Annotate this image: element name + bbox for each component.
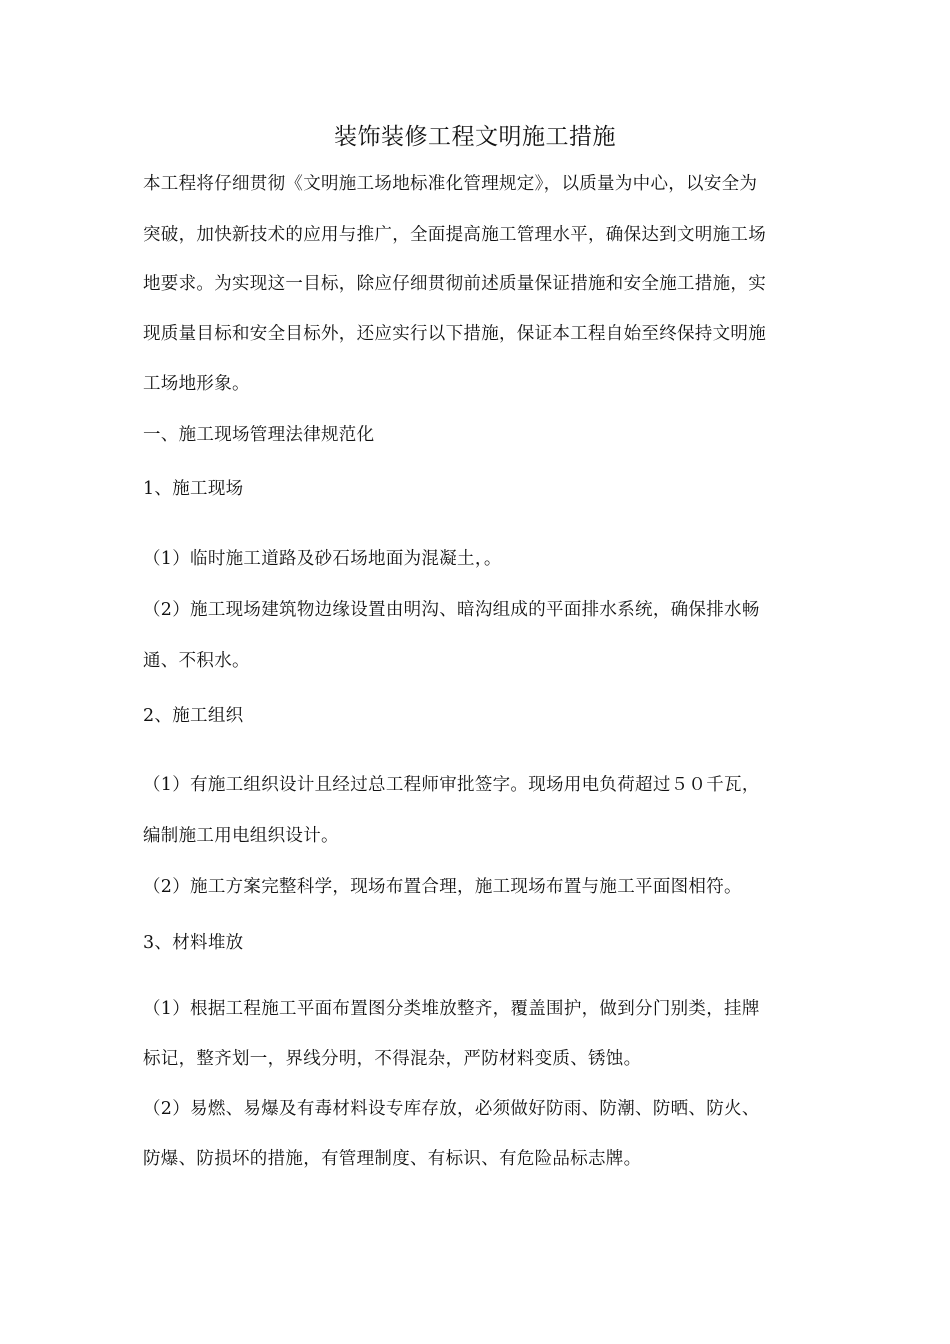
item-3-1-line-2: 标记，整齐划一，界线分明，不得混杂，严防材料变质、锈蚀。 [143, 1049, 642, 1069]
item-3-2-line-2: 防爆、防损坏的措施，有管理制度、有标识、有危险品标志牌。 [143, 1149, 642, 1169]
item-2-1-line-2: 编制施工用电组织设计。 [143, 826, 339, 846]
intro-line-4: 现质量目标和安全目标外，还应实行以下措施，保证本工程自始至终保持文明施 [143, 324, 766, 344]
subsection-heading-3: 3、材料堆放 [143, 933, 244, 953]
subsection-heading-2: 2、施工组织 [143, 706, 244, 726]
intro-line-1: 本工程将仔细贯彻《文明施工场地标准化管理规定》，以质量为中心，以安全为 [143, 174, 758, 194]
item-2-2: （2）施工方案完整科学，现场布置合理，施工现场布置与施工平面图相符。 [143, 877, 742, 897]
item-3-2-line-1: （2）易燃、易爆及有毒材料设专库存放，必须做好防雨、防潮、防晒、防火、 [143, 1099, 760, 1119]
subsection-heading-1: 1、施工现场 [143, 479, 244, 499]
item-1-1: （1）临时施工道路及砂石场地面为混凝土，。 [143, 549, 502, 569]
item-2-1-line-1: （1）有施工组织设计且经过总工程师审批签字。现场用电负荷超过５０千瓦， [143, 775, 760, 795]
item-1-2-line-2: 通、不积水。 [143, 651, 250, 671]
item-1-2-line-1: （2）施工现场建筑物边缘设置由明沟、暗沟组成的平面排水系统，确保排水畅 [143, 600, 760, 620]
intro-line-3: 地要求。为实现这一目标，除应仔细贯彻前述质量保证措施和安全施工措施，实 [143, 274, 766, 294]
intro-line-2: 突破，加快新技术的应用与推广，全面提高施工管理水平，确保达到文明施工场 [143, 225, 766, 245]
item-3-1-line-1: （1）根据工程施工平面布置图分类堆放整齐，覆盖围护，做到分门别类，挂牌 [143, 999, 760, 1019]
section-heading: 一、施工现场管理法律规范化 [143, 425, 375, 445]
intro-line-5: 工场地形象。 [143, 374, 250, 394]
document-title: 装饰装修工程文明施工措施 [334, 124, 616, 150]
